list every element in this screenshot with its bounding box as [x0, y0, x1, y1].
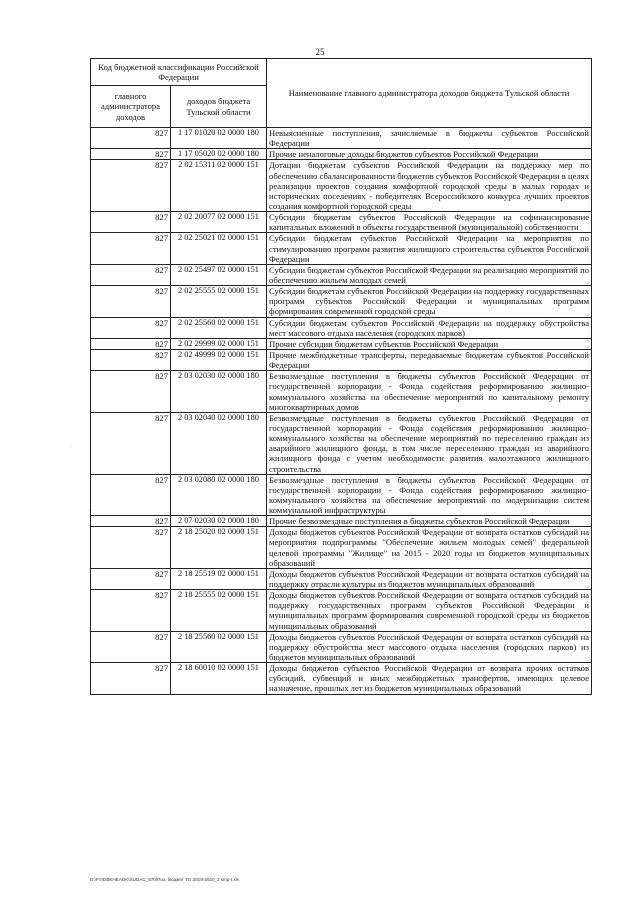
table-row [91, 338, 592, 349]
revenue-name-cell: Безвозмездные поступления в бюджеты субъектов Российской Федерации от государственной корпорации - Фонда содействия реформированию жилищно-коммунального хозяйства на обеспечение мероприятий по капитальному ремонту многоквартирных домов [267, 371, 592, 413]
revenue-code-cell: 2 03 02030 02 0000 180 [171, 371, 267, 413]
admin-code-cell: 827 [91, 412, 171, 474]
table-row [91, 233, 592, 264]
revenue-code-cell: 2 07 02030 02 0000 180 [171, 516, 267, 527]
table-row [91, 317, 592, 338]
revenue-name-cell: Субсидии бюджетам субъектов Российской Федерации на мероприятия по стимулированию программ развития жилищного строительства субъектов Российской Федерации [267, 233, 592, 264]
revenue-name-cell: Дотации бюджетам субъектов Российской Федерации на поддержку мер по обеспечению сбалансированности бюджетов субъектов Российской Федерации в целях реализации проектов создания комфортной городской среды в малых городах и исторических поселениях - победителях Всероссийского конкурса лучших проектов создания комфортной городской среды [267, 160, 592, 212]
table-row [91, 590, 592, 632]
table-row [91, 527, 592, 569]
scan-speck: · [70, 444, 72, 450]
header-classification-code: Код бюджетной классификации Российской Федерации [91, 59, 267, 86]
table-row [91, 371, 592, 413]
revenue-name-cell: Доходы бюджетов субъектов Российской Федерации от возврата остатков субсидий на поддержку отрасли культуры из бюджетов муниципальных образований [267, 568, 592, 589]
admin-code-cell: 827 [91, 128, 171, 149]
revenue-name-cell: Невыясненные поступления, зачисляемые в бюджеты субъектов Российской Федерации [267, 128, 592, 149]
admin-code-cell: 827 [91, 371, 171, 413]
table-row [91, 631, 592, 662]
scan-speck: · [88, 508, 90, 514]
revenue-name-cell: Безвозмездные поступления в бюджеты субъектов Российской Федерации от государственной корпорации - Фонда содействия реформированию жилищно-коммунального хозяйства на обеспечение мероприятий по переселению граждан из аварийного жилищного фонда, в том числе переселению граждан из аварийного жилищного фонда с учетом необходимости развития малоэтажного жилищного строительства [267, 412, 592, 474]
revenue-name-cell: Безвозмездные поступления в бюджеты субъектов Российской Федерации от государственной корпорации - Фонда содействия реформированию жилищно-коммунального хозяйства на обеспечение мероприятий по модернизации систем коммунальной инфраструктуры [267, 474, 592, 516]
revenue-code-cell: 1 17 01020 02 0000 180 [171, 128, 267, 149]
page-number: 25 [315, 47, 325, 57]
table-row [91, 212, 592, 233]
admin-code-cell: 827 [91, 264, 171, 285]
revenue-code-cell: 2 03 02080 02 0000 180 [171, 474, 267, 516]
revenue-name-cell: Прочие безвозмездные поступления в бюджеты субъектов Российской Федерации [267, 516, 592, 527]
revenue-code-cell: 2 18 25519 02 0000 151 [171, 568, 267, 589]
admin-code-cell: 827 [91, 149, 171, 160]
admin-code-cell: 827 [91, 527, 171, 569]
revenue-name-cell: Прочие межбюджетные трансферты, передаваемые бюджетам субъектов Российской Федерации [267, 349, 592, 370]
revenue-code-cell: 2 18 25020 02 0000 151 [171, 527, 267, 569]
revenue-name-cell: Доходы бюджетов субъектов Российской Федерации от возврата прочих остатков субсидий, субвенций и иных межбюджетных трансфертов, имеющих целевое назначение, прошлых лет из бюджетов муниципальных образований [267, 663, 592, 694]
revenue-code-cell: 2 02 29999 02 0000 151 [171, 338, 267, 349]
revenue-name-cell: Прочие неналоговые доходы бюджетов субъектов Российской Федерации [267, 149, 592, 160]
revenue-code-cell: 2 18 25560 02 0000 151 [171, 631, 267, 662]
revenue-code-cell: 1 17 05020 02 0000 180 [171, 149, 267, 160]
table-row [91, 149, 592, 160]
table-row [91, 264, 592, 285]
revenue-code-cell: 2 18 25555 02 0000 151 [171, 590, 267, 632]
revenue-code-cell: 2 02 25021 02 0000 151 [171, 233, 267, 264]
admin-code-cell: 827 [91, 338, 171, 349]
revenue-code-cell: 2 18 60010 02 0000 151 [171, 663, 267, 694]
revenue-code-cell: 2 02 25555 02 0000 151 [171, 286, 267, 317]
revenue-name-cell: Субсидии бюджетам субъектов Российской Федерации на софинансирование капитальных вложений в объекты государственной (муниципальной) собственности [267, 212, 592, 233]
table-header [91, 59, 592, 128]
revenue-code-cell: 2 02 49999 02 0000 151 [171, 349, 267, 370]
admin-code-cell: 827 [91, 317, 171, 338]
admin-code-cell: 827 [91, 663, 171, 694]
budget-classification-table [90, 58, 592, 695]
revenue-name-cell: Доходы бюджетов субъектов Российской Федерации от возврата остатков субсидий на поддержку государственных программ субъектов Российской Федерации и муниципальных программ формирования современной городской среды из бюджетов муниципальных образований [267, 590, 592, 632]
header-main-administrator: главного администратора доходов [91, 86, 171, 128]
revenue-name-cell: Субсидии бюджетам субъектов Российской Федерации на поддержку государственных программ субъектов Российской Федерации и муниципальных программ формирования современной городской среды [267, 286, 592, 317]
table-row [91, 516, 592, 527]
revenue-name-cell: Субсидии бюджетам субъектов Российской Федерации на реализацию мероприятий по обеспечению жильем молодых семей [267, 264, 592, 285]
admin-code-cell: 827 [91, 349, 171, 370]
table-row [91, 128, 592, 149]
table-row [91, 663, 592, 694]
admin-code-cell: 827 [91, 286, 171, 317]
admin-code-cell: 827 [91, 212, 171, 233]
revenue-name-cell: Субсидии бюджетам субъектов Российской Федерации на поддержку обустройства мест массового отдыха населения (городских парков) [267, 317, 592, 338]
admin-code-cell: 827 [91, 233, 171, 264]
admin-code-cell: 827 [91, 590, 171, 632]
admin-code-cell: 827 [91, 160, 171, 212]
table-row [91, 568, 592, 589]
table-row [91, 474, 592, 516]
revenue-code-cell: 2 02 25497 02 0000 151 [171, 264, 267, 285]
header-revenue-code: доходов бюджета Тульской области [171, 86, 267, 128]
admin-code-cell: 827 [91, 631, 171, 662]
revenue-code-cell: 2 02 25560 02 0000 151 [171, 317, 267, 338]
admin-code-cell: 827 [91, 474, 171, 516]
file-path-footer: D:\FV\DBKHEADK\SUDAC_570\Поз. бюджет ТО 2019-2020_2 к/пр-t.xls [90, 877, 239, 882]
revenue-code-cell: 2 02 15311 02 0000 151 [171, 160, 267, 212]
revenue-code-cell: 2 02 20077 02 0000 151 [171, 212, 267, 233]
admin-code-cell: 827 [91, 568, 171, 589]
revenue-name-cell: Прочие субсидии бюджетам субъектов Российской Федерации [267, 338, 592, 349]
revenue-name-cell: Доходы бюджетов субъектов Российской Федерации от возврата остатков субсидий на поддержку обустройства мест массового отдыха населения (городских парков) из бюджетов муниципальных образований [267, 631, 592, 662]
table-row [91, 286, 592, 317]
admin-code-cell: 827 [91, 516, 171, 527]
table-row [91, 412, 592, 474]
revenue-code-cell: 2 03 02040 02 0000 180 [171, 412, 267, 474]
table-body [91, 128, 592, 695]
revenue-name-cell: Доходы бюджетов субъектов Российской Федерации от возврата остатков субсидий на мероприятия подпрограммы "Обеспечение жильем молодых семей" федеральной целевой программы "Жилище" на 2015 - 2020 годы из бюджетов муниципальных образований [267, 527, 592, 569]
table-row [91, 160, 592, 212]
table-row [91, 349, 592, 370]
header-administrator-name: Наименование главного администратора доходов бюджета Тульской области [267, 59, 592, 128]
